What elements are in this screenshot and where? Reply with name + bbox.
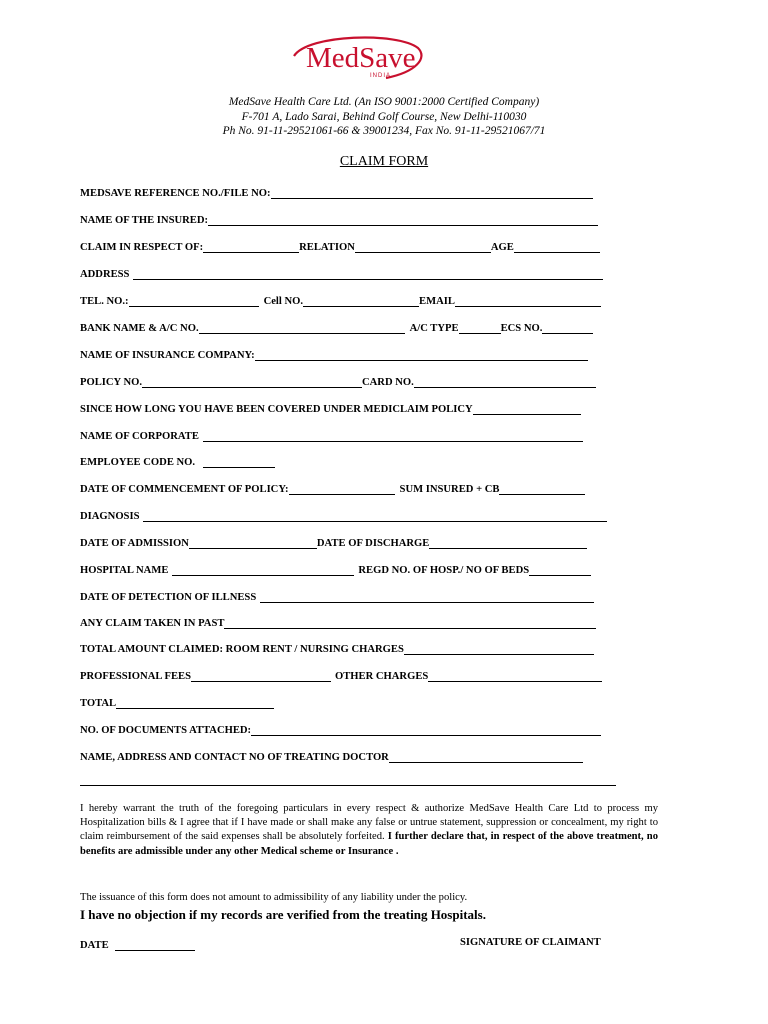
other-charges-field[interactable]	[428, 671, 602, 682]
employee-code-label: EMPLOYEE CODE NO.	[80, 457, 196, 468]
policy-no-label: POLICY NO.	[80, 377, 142, 388]
sum-insured-field[interactable]	[499, 484, 585, 495]
form-row-hospital	[80, 562, 591, 576]
logo-subtext: INDIA	[370, 73, 392, 79]
corporate-field[interactable]	[203, 431, 583, 442]
other-charges-label: OTHER CHARGES	[334, 671, 429, 682]
past-claim-label: ANY CLAIM TAKEN IN PAST	[80, 618, 225, 629]
form-row-policy	[80, 374, 596, 388]
bank-label: BANK NAME & A/C NO.	[80, 323, 199, 334]
card-no-field[interactable]	[414, 377, 596, 388]
form-row-total	[80, 695, 274, 709]
claim-respect-label: CLAIM IN RESPECT OF:	[80, 242, 204, 253]
signature-label: SIGNATURE OF CLAIMANT	[460, 937, 601, 948]
date-label: DATE	[80, 940, 109, 951]
bank-field[interactable]	[199, 323, 405, 334]
insurance-company-field[interactable]	[255, 350, 588, 361]
tel-label: TEL. NO.:	[80, 296, 129, 307]
discharge-field[interactable]	[429, 538, 587, 549]
address-field[interactable]	[133, 269, 603, 280]
logo-text: MedSave	[306, 42, 416, 74]
ecs-field[interactable]	[542, 323, 593, 334]
total-field[interactable]	[116, 698, 274, 709]
form-row-documents	[80, 722, 601, 736]
claim-respect-field[interactable]	[203, 242, 299, 253]
date-field[interactable]	[115, 940, 195, 951]
form-row-address	[80, 266, 603, 280]
total-label: TOTAL	[80, 698, 117, 709]
doctor-field[interactable]	[389, 752, 583, 763]
form-row-doctor-continued	[80, 772, 616, 786]
form-row-corporate	[80, 428, 583, 442]
sum-insured-label: SUM INSURED + CB	[399, 484, 500, 495]
covered-since-field[interactable]	[473, 404, 581, 415]
tel-field[interactable]	[129, 296, 259, 307]
form-row-reference	[80, 185, 593, 199]
ecs-label: ECS NO.	[500, 323, 543, 334]
form-row-fees	[80, 668, 602, 682]
relation-field[interactable]	[355, 242, 491, 253]
insured-label: NAME OF THE INSURED:	[80, 215, 209, 226]
reference-field[interactable]	[271, 188, 593, 199]
reference-label: MEDSAVE REFERENCE NO./FILE NO:	[80, 188, 271, 199]
form-row-commencement	[80, 481, 585, 495]
diagnosis-field[interactable]	[143, 511, 607, 522]
address-label: ADDRESS	[80, 269, 130, 280]
company-name: MedSave Health Care Ltd. (An ISO 9001:2000 Certified Company)	[228, 96, 540, 108]
email-label: EMAIL	[419, 296, 455, 307]
declaration-paragraph	[80, 802, 658, 859]
ac-type-label: A/C TYPE	[409, 323, 459, 334]
commencement-field[interactable]	[289, 484, 395, 495]
detection-label: DATE OF DETECTION OF ILLNESS	[80, 592, 257, 603]
insured-field[interactable]	[208, 215, 598, 226]
form-row-total-claimed	[80, 641, 594, 655]
form-row-detection	[80, 589, 594, 603]
company-phone: Ph No. 91-11-29521061-66 & 39001234, Fax No. 91-11-29521067/71	[222, 125, 546, 137]
cell-label: Cell NO.	[263, 296, 303, 307]
email-field[interactable]	[455, 296, 601, 307]
regd-label: REGD NO. OF HOSP./ NO OF BEDS	[358, 565, 530, 576]
admission-field[interactable]	[189, 538, 317, 549]
medsave-logo	[288, 36, 424, 82]
card-no-label: CARD NO.	[362, 377, 414, 388]
detection-field[interactable]	[260, 592, 594, 603]
page-title: CLAIM FORM	[339, 154, 429, 169]
age-field[interactable]	[514, 242, 600, 253]
further-declaration-text: I further declare that, in respect of the above treatment, no benefits are admissible under any other Medical scheme or Insurance .	[80, 831, 658, 857]
employee-code-field[interactable]	[203, 457, 275, 468]
issuance-note: The issuance of this form does not amount to admissibility of any liability under the policy.	[80, 892, 468, 903]
admission-label: DATE OF ADMISSION	[80, 538, 189, 549]
regd-field[interactable]	[529, 565, 591, 576]
documents-label: NO. OF DOCUMENTS ATTACHED:	[80, 725, 252, 736]
discharge-label: DATE OF DISCHARGE	[316, 538, 430, 549]
date-row	[80, 937, 195, 951]
no-objection-statement: I have no objection if my records are verified from the treating Hospitals.	[80, 907, 486, 922]
covered-since-label: SINCE HOW LONG YOU HAVE BEEN COVERED UNDER MEDICLAIM POLICY	[80, 404, 473, 415]
age-label: AGE	[490, 242, 514, 253]
relation-label: RELATION	[299, 242, 355, 253]
policy-no-field[interactable]	[142, 377, 362, 388]
corporate-label: NAME OF CORPORATE	[80, 431, 199, 442]
form-row-contact	[80, 293, 601, 307]
form-row-claim-respect	[80, 239, 600, 253]
insurance-company-label: NAME OF INSURANCE COMPANY:	[80, 350, 255, 361]
past-claim-field[interactable]	[224, 618, 596, 629]
company-address: F-701 A, Lado Sarai, Behind Golf Course, New Delhi-110030	[241, 111, 527, 123]
form-row-insured	[80, 212, 598, 226]
doctor-field-line2[interactable]	[80, 775, 616, 786]
form-row-diagnosis	[80, 508, 607, 522]
total-claimed-field[interactable]	[404, 644, 594, 655]
professional-fees-label: PROFESSIONAL FEES	[80, 671, 191, 682]
documents-field[interactable]	[251, 725, 601, 736]
form-row-covered-since	[80, 401, 581, 415]
total-claimed-label: TOTAL AMOUNT CLAIMED: ROOM RENT / NURSING CHARGES	[80, 644, 404, 655]
diagnosis-label: DIAGNOSIS	[80, 511, 140, 522]
form-row-bank	[80, 320, 593, 334]
hospital-label: HOSPITAL NAME	[80, 565, 169, 576]
form-row-employee-code	[80, 454, 275, 468]
commencement-label: DATE OF COMMENCEMENT OF POLICY:	[80, 484, 289, 495]
form-row-doctor	[80, 749, 583, 763]
professional-fees-field[interactable]	[191, 671, 331, 682]
doctor-label: NAME, ADDRESS AND CONTACT NO OF TREATING DOCTOR	[80, 752, 389, 763]
declaration-text: I hereby warrant the truth of the foregoing particulars in every respect & authorize MedSave Health Care Ltd to process my Hospitalization bills & I agree that if I have made or shall make any false or untrue statement, suppression or concealment, my right to claim reimbursement of the said expenses shall be absolutely forfeited.	[80, 803, 658, 843]
form-row-insurance-company	[80, 347, 588, 361]
ac-type-field[interactable]	[459, 323, 501, 334]
form-row-admission	[80, 535, 587, 549]
form-row-past-claim	[80, 615, 596, 629]
cell-field[interactable]	[303, 296, 419, 307]
hospital-field[interactable]	[172, 565, 354, 576]
